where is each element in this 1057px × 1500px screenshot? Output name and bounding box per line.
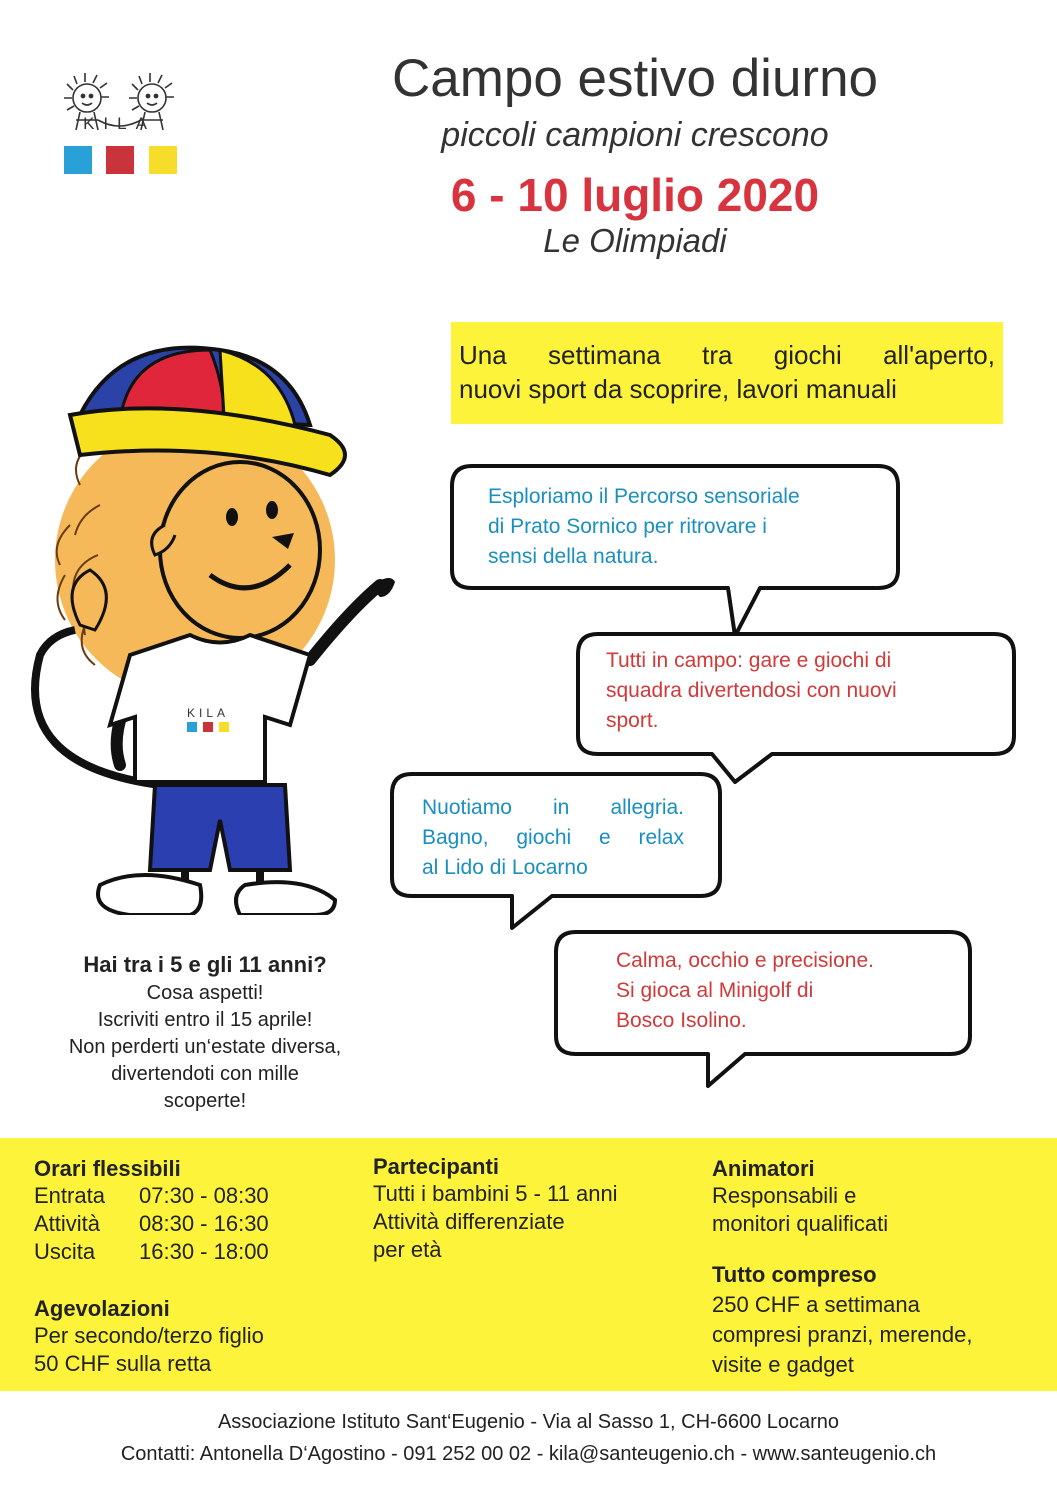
partecipanti-line: per età [373,1237,442,1262]
lion-face [160,462,320,638]
bubble-2-line: squadra divertendosi con nuovi [606,679,897,702]
question-line: scoperte! [163,1090,247,1112]
footer-address: Associazione Istituto Sant‘Eugenio - Via al Sasso 1, CH-6600 Locarno [217,1411,840,1433]
event-theme: Le Olimpiadi [543,222,727,259]
schedule-time: 08:30 - 16:30 [139,1211,269,1236]
bubble-2-line: sport. [606,709,659,732]
bubble-3-text [422,793,684,883]
agevolazioni-line: 50 CHF sulla retta [34,1351,212,1376]
compreso-line: 250 CHF a settimana [712,1292,920,1317]
bubble-4-line: Bosco Isolino. [616,1009,747,1032]
animatori-line: monitori qualificati [712,1211,889,1236]
shirt-logo-text: KILA [186,706,230,720]
orari-schedule [34,1182,269,1266]
bubble-1-line: di Prato Sornico per ritrovare i [488,515,767,538]
bubble-3-line: Nuotiamo in allegria. [422,796,684,819]
footer-contacts: Contatti: Antonella D‘Agostino - 091 252 00 02 - kila@santeugenio.ch - www.santeugenio.ch [120,1443,937,1465]
agevolazioni-text [34,1322,264,1378]
schedule-row [34,1182,269,1210]
schedule-row [34,1238,269,1266]
intro-line-1: Una settimana tra giochi all'aperto, [459,340,995,370]
partecipanti-line: Attività differenziate [373,1209,565,1234]
schedule-time: 07:30 - 08:30 [139,1183,269,1208]
partecipanti-title: Partecipanti [373,1154,499,1179]
compreso-line: compresi pranzi, merende, [712,1322,973,1347]
bubble-4-line: Calma, occhio e precisione. [616,949,874,972]
logo-text: KILA [83,114,156,133]
lion-shorts [150,785,290,870]
schedule-time: 16:30 - 18:00 [139,1239,269,1264]
page-subtitle: piccoli campioni crescono [441,116,829,154]
bubble-1-text [488,482,800,572]
info-band [0,1138,1057,1391]
question-line: divertendoti con mille [111,1063,299,1085]
animatori-line: Responsabili e [712,1183,857,1208]
bubble-4-line: Si gioca al Minigolf di [616,979,814,1002]
orari-title: Orari flessibili [34,1156,181,1181]
agevolazioni-line: Per secondo/terzo figlio [34,1323,264,1348]
animatori-title: Animatori [712,1156,815,1181]
bubble-4-text [616,946,874,1036]
schedule-row [34,1210,269,1238]
lion-shoe-right [236,882,335,915]
lion-shoe-left [98,875,201,915]
compreso-text [712,1290,972,1380]
event-dates: 6 - 10 luglio 2020 [450,169,820,221]
partecipanti-text [373,1180,618,1264]
question-line: Cosa aspetti! [146,982,264,1004]
bubble-2-text [606,646,897,736]
schedule-label: Uscita [34,1239,96,1264]
bubble-2-line: Tutti in campo: gare e giochi di [606,649,892,672]
page-title: Campo estivo diurno [391,49,879,108]
compreso-title: Tutto compreso [712,1262,877,1287]
age-question-block [20,950,390,1115]
bubble-1-line: sensi della natura. [488,545,659,568]
intro-line-2: nuovi sport da scoprire, lavori manuali [459,374,897,404]
bubble-3-line: al Lido di Locarno [422,856,588,879]
partecipanti-line: Tutti i bambini 5 - 11 anni [373,1181,618,1206]
lion-mascot-illustration [10,325,430,915]
schedule-label: Entrata [34,1183,105,1208]
compreso-line: visite e gadget [712,1352,854,1377]
question-line: Iscriviti entro il 15 aprile! [97,1009,313,1031]
animatori-text [712,1182,888,1238]
question-line: Non perderti un‘estate diversa, [68,1036,342,1058]
age-question-title: Hai tra i 5 e gli 11 anni? [83,952,327,977]
bubble-1-line: Esploriamo il Percorso sensoriale [488,485,800,508]
schedule-label: Attività [34,1211,101,1236]
agevolazioni-title: Agevolazioni [34,1296,170,1321]
bubble-3-line: Bagno, giochi e relax [422,826,684,849]
